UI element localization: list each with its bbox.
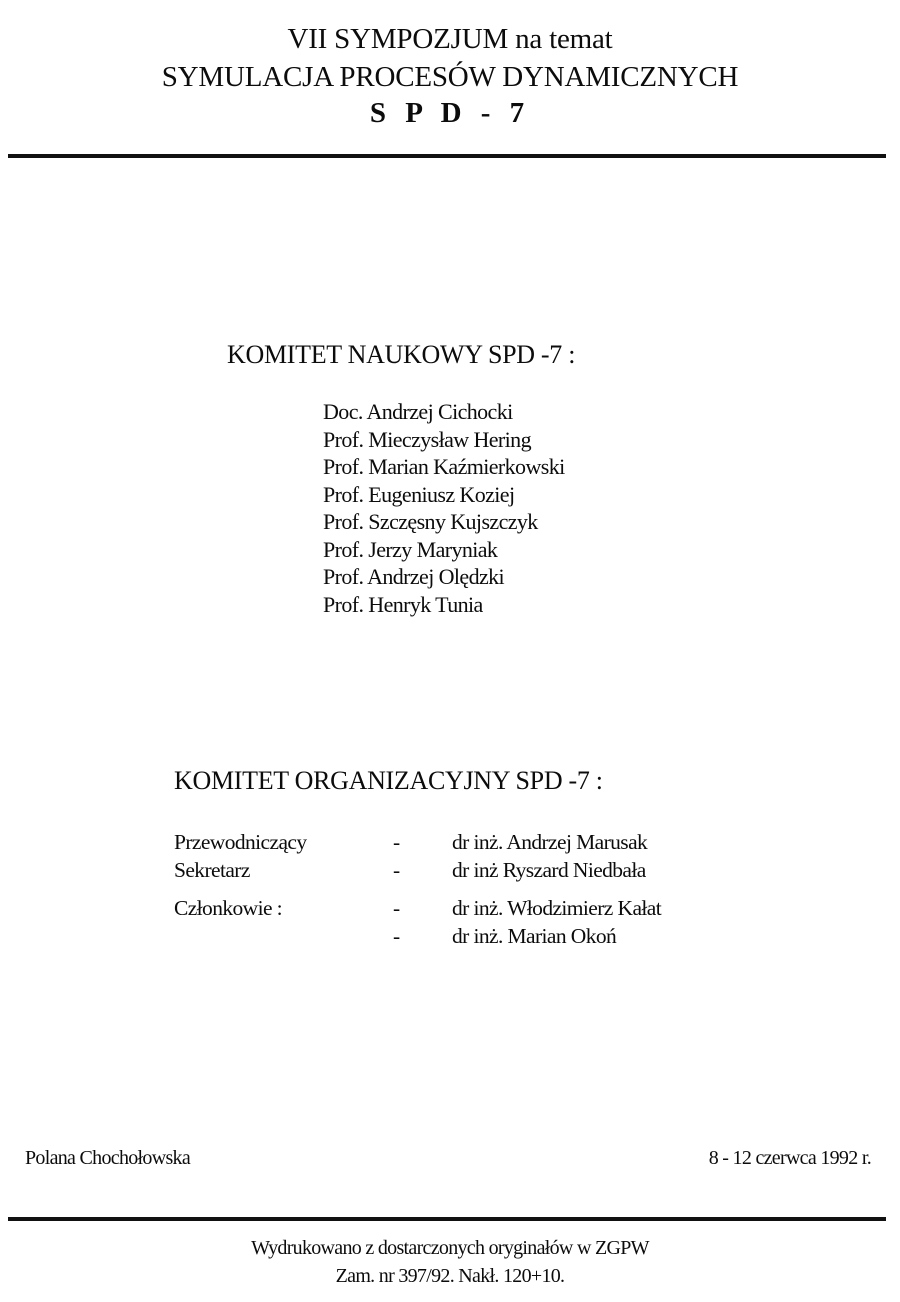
committee-member: Prof. Eugeniusz Koziej [323,481,515,507]
org-role: Członkowie : [174,896,283,920]
order-number: Zam. nr 397/92. Nakł. 120+10. [335,1265,565,1287]
scientific-committee-list [323,398,565,618]
committee-member: Prof. Henryk Tunia [323,591,483,617]
printing-note: Wydrukowano z dostarczonych oryginałów w ZGPW [251,1237,649,1259]
event-dates: 8 - 12 czerwca 1992 r. [708,1147,871,1169]
committee-member: Doc. Andrzej Cichocki [323,399,513,424]
committee-member: Prof. Jerzy Maryniak [323,536,498,562]
symposium-subtitle: SYMULACJA PROCESÓW DYNAMICZNYCH [161,61,739,93]
bottom-divider [8,1217,886,1221]
org-name: dr inż. Włodzimierz Kałat [452,896,662,920]
org-dash: - [393,896,400,920]
symposium-title: VII SYMPOZJUM na temat [287,23,613,55]
committee-member: Prof. Szczęsny Kujszczyk [323,509,538,534]
org-dash: - [393,830,400,854]
org-dash: - [393,924,400,948]
top-divider [8,154,886,158]
org-role: Sekretarz [174,858,250,882]
org-name: dr inż. Andrzej Marusak [452,830,648,854]
committee-member: Prof. Mieczysław Hering [323,426,531,452]
scientific-committee-heading: KOMITET NAUKOWY SPD -7 : [227,340,576,369]
org-name: dr inż. Marian Okoń [452,924,617,948]
organizing-committee-heading: KOMITET ORGANIZACYJNY SPD -7 : [174,766,603,795]
committee-member: Prof. Marian Kaźmierkowski [323,454,565,479]
org-name: dr inż Ryszard Niedbała [452,858,646,882]
symposium-acronym: S P D - 7 [369,97,531,129]
org-dash: - [393,858,400,882]
org-role: Przewodniczący [174,830,307,854]
venue-location: Polana Chochołowska [25,1147,191,1169]
committee-member: Prof. Andrzej Olędzki [323,564,505,589]
